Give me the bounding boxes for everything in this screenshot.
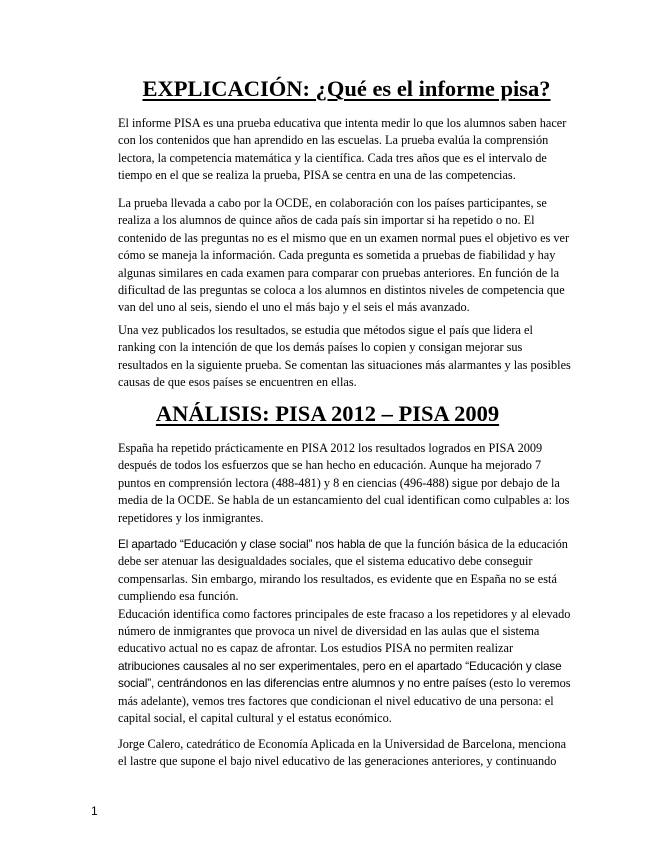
paragraph-education-social-class <box>118 536 588 727</box>
text-line <box>118 536 588 553</box>
paragraph-pisa-results <box>118 322 588 392</box>
paragraph-jorge-calero <box>118 736 588 771</box>
text-line: lectora, la competencia matemática y la científica. Cada tres años que es el intervalo de <box>118 150 547 165</box>
text-line: El informe PISA es una prueba educativa que intenta medir lo que los alumnos saben hacer <box>118 116 567 130</box>
text-line: Educación identifica como factores principales de este fracaso a los repetidores y al elevado <box>118 606 571 621</box>
quoted-source-text: El apartado “Educación y clase social” nos habla de <box>118 537 382 551</box>
text-line: ranking con la intención de que los demás países lo copien y consigan mejorar sus <box>118 340 523 355</box>
page-number: 1 <box>91 804 98 818</box>
text-line: media de la OCDE. Se habla de un estancamiento del cual identifican como culpables a: los <box>118 493 570 508</box>
text-line: después de todos los esfuerzos que se han hecho en educación. Aunque ha mejorado 7 <box>118 458 542 473</box>
text-line: con los contenidos que han aprendido en las escuelas. La prueba evalúa la comprensión <box>118 133 549 148</box>
text-line <box>118 675 588 692</box>
quoted-source-text: social”, centrándonos en las diferencias entre alumnos y no entre países <box>118 676 487 691</box>
text-line: compensarlas. Sin embargo, mirando los resultados, es evidente que en España no se está <box>118 571 557 586</box>
text-line: tiempo en el que se realiza la prueba, PISA se centra en una de las competencias. <box>118 168 516 183</box>
text-line: cumpliendo esa función. <box>118 589 239 604</box>
text-run: (esto lo veremos <box>486 676 571 691</box>
text-line: resultados en la siguiente prueba. Se comentan las situaciones más alarmantes y las posibles <box>118 357 571 372</box>
text-line: el lastre que supone el bajo nivel educativo de las generaciones anteriores, y continuando <box>118 754 557 769</box>
text-line: más adelante), vemos tres factores que condicionan el nivel educativo de una persona: el <box>118 693 554 708</box>
text-line: capital social, el capital cultural y el estatus económico. <box>118 711 392 726</box>
paragraph-spain-results <box>118 440 588 527</box>
text-line: debe ser atenuar las desigualdades sociales, que el sistema educativo debe conseguir <box>118 554 533 569</box>
text-line: Una vez publicados los resultados, se estudia que métodos sigue el país que lidera el <box>118 323 533 337</box>
text-line: cómo se maneja la información. Cada pregunta es sometida a pruebas de fiabilidad y hay <box>118 248 556 263</box>
text-line: contenido de las preguntas no es el mismo que en un examen normal pues el objetivo es ver <box>118 230 570 245</box>
section-title-explicacion: EXPLICACIÓN: ¿Qué es el informe pisa? <box>142 76 551 101</box>
text-line: causas de que esos países se encuentren en ellas. <box>118 375 357 390</box>
text-line: dificultad de las preguntas se coloca a los alumnos en distintos niveles de competencia que <box>118 283 565 298</box>
text-line: algunas similares en cada examen para comparar con pruebas anteriores. En función de la <box>118 265 560 280</box>
text-line: realiza a los alumnos de quince años de cada país sin importar si ha repetido o no. El <box>118 213 535 228</box>
text-run: que la función básica de la educación <box>381 537 568 551</box>
paragraph-pisa-intro <box>118 115 588 185</box>
quoted-source-text: atribuciones causales al no ser experimentales, pero en el apartado “Educación y clase <box>118 658 562 673</box>
text-line: educativo actual no es capaz de afrontar. Los estudios PISA no permiten realizar <box>118 641 514 656</box>
text-line: puntos en comprensión lectora (488-481) y 8 en ciencias (496-488) sigue por debajo de la <box>118 475 560 490</box>
text-line: van del uno al seis, siendo el uno el más bajo y el seis el más avanzado. <box>118 300 470 315</box>
text-line: Jorge Calero, catedrático de Economía Aplicada en la Universidad de Barcelona, menciona <box>118 737 567 751</box>
paragraph-pisa-ocde <box>118 195 588 317</box>
text-line: España ha repetido prácticamente en PISA 2012 los resultados logrados en PISA 2009 <box>118 441 543 455</box>
text-line: La prueba llevada a cabo por la OCDE, en colaboración con los países participantes, se <box>118 196 547 210</box>
section-title-analisis: ANÁLISIS: PISA 2012 – PISA 2009 <box>155 401 500 426</box>
text-line: repetidores y los inmigrantes. <box>118 510 264 525</box>
text-line: número de inmigrantes que provoca un nivel de diversidad en las aulas que el sistema <box>118 624 540 639</box>
